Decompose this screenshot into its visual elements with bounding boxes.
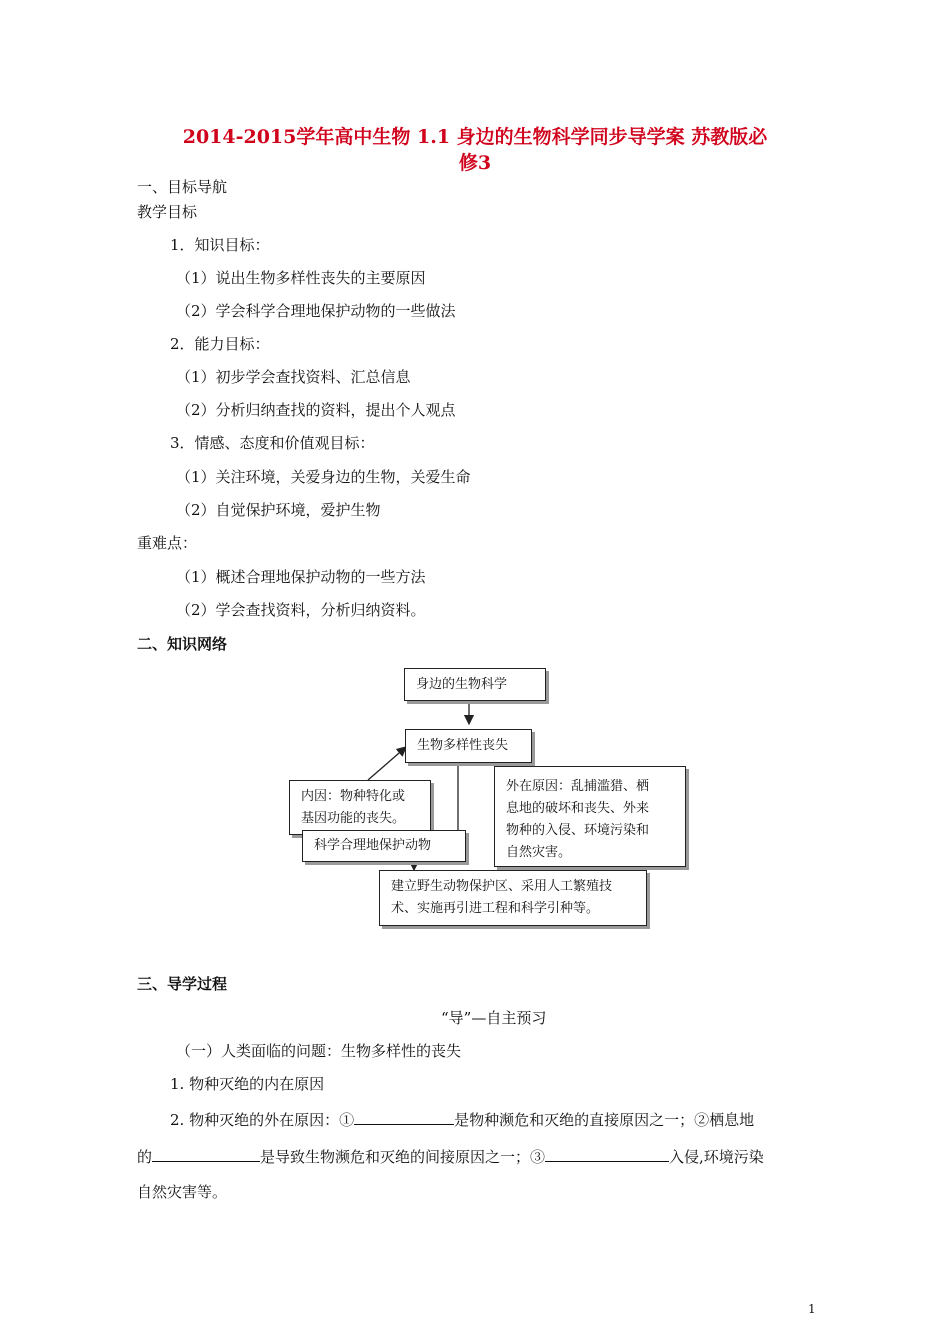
title-line-1: 2014-2015学年高中生物 1.1 身边的生物科学同步导学案 苏教版必	[182, 126, 768, 148]
item2-part-d: 是导致生物濒危和灭绝的间接原因之一；③	[260, 1148, 546, 1166]
title-line-2: 修3	[458, 152, 492, 174]
fill-blank-1[interactable]	[354, 1108, 454, 1125]
center-node	[405, 729, 532, 763]
external-cause-line-4: 自然灾害。	[506, 845, 572, 860]
page-number: 1	[808, 1302, 816, 1316]
emotion-item-1: （1）关注环境，关爱身边的生物，关爱生命	[176, 468, 471, 486]
ability-item-2: （2）分析归纳查找的资料，提出个人观点	[176, 401, 456, 419]
item2-part-c: 的	[137, 1148, 153, 1166]
item2-part-b: 是物种濒危和灭绝的直接原因之一；②栖息地	[454, 1111, 755, 1129]
section3-subtitle: “导”—自主预习	[441, 1009, 547, 1027]
section2-heading: 二、知识网络	[137, 635, 228, 653]
internal-cause-node	[289, 780, 431, 835]
measures-line-1: 建立野生动物保护区、采用人工繁殖技	[391, 879, 613, 894]
item2-line-2	[137, 1145, 764, 1167]
measures-line-2: 术、实施再引进工程和科学引种等。	[391, 901, 600, 916]
measures-node	[379, 870, 647, 926]
internal-cause-line-2: 基因功能的丧失。	[301, 811, 406, 826]
knowledge-goal-label: 1．知识目标：	[170, 236, 270, 254]
protect-node	[302, 830, 466, 862]
ability-item-1: （1）初步学会查找资料、汇总信息	[176, 368, 411, 386]
root-node	[404, 668, 546, 701]
external-cause-node	[494, 766, 686, 867]
item2-line-1	[170, 1108, 754, 1130]
root-node-label: 身边的生物科学	[416, 677, 508, 692]
item1-text: 1. 物种灭绝的内在原因	[170, 1075, 325, 1093]
teaching-goals-label: 教学目标	[137, 203, 198, 221]
external-cause-line-1: 外在原因：乱捕滥猎、栖	[506, 779, 650, 794]
knowledge-item-1: （1）说出生物多样性丧失的主要原因	[176, 269, 426, 287]
emotion-item-2: （2）自觉保护环境，爱护生物	[176, 501, 381, 519]
fill-blank-3[interactable]	[545, 1145, 669, 1162]
ability-goal-label: 2．能力目标：	[170, 335, 270, 353]
section1-heading: 一、目标导航	[137, 178, 228, 196]
item2-line-3: 自然灾害等。	[137, 1183, 228, 1201]
internal-cause-line-1: 内因：物种特化或	[301, 789, 406, 804]
section3-heading: 三、导学过程	[137, 975, 228, 993]
external-cause-line-2: 息地的破坏和丧失、外来	[506, 801, 650, 816]
internal-to-center-arrow	[368, 747, 406, 780]
item2-part-e: 入侵,环境污染	[669, 1148, 764, 1166]
part1-heading: （一）人类面临的问题：生物多样性的丧失	[176, 1042, 462, 1060]
emotion-goal-label: 3．情感、态度和价值观目标：	[170, 434, 375, 452]
key-item-1: （1）概述合理地保护动物的一些方法	[176, 568, 426, 586]
item2-part-a: 2. 物种灭绝的外在原因：①	[170, 1111, 355, 1129]
key-item-2: （2）学会查找资料，分析归纳资料。	[176, 601, 426, 619]
center-node-label: 生物多样性丧失	[417, 738, 509, 753]
key-points-label: 重难点：	[137, 534, 198, 552]
fill-blank-2[interactable]	[152, 1145, 260, 1162]
knowledge-item-2: （2）学会科学合理地保护动物的一些做法	[176, 302, 456, 320]
protect-node-label: 科学合理地保护动物	[314, 838, 432, 853]
external-cause-line-3: 物种的入侵、环境污染和	[506, 823, 650, 838]
